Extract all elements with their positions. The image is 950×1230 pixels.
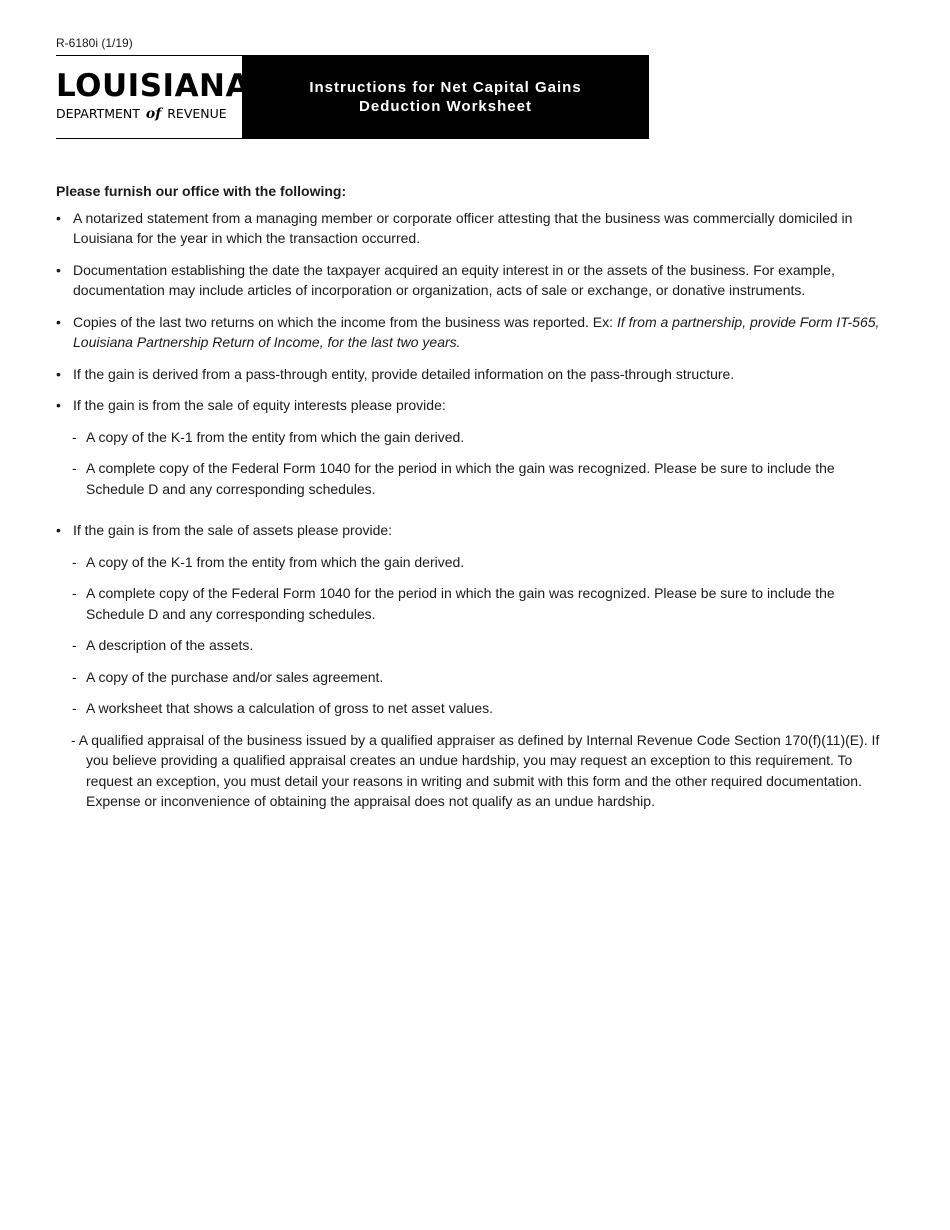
bullet-item-pass-through: • If the gain is derived from a pass-through entity, provide detailed information on the pass-through structure. <box>56 364 896 385</box>
bullet-item-sale-of-assets: • If the gain is from the sale of assets please provide: <box>56 520 896 541</box>
logo-sub-text <box>56 106 227 122</box>
louisiana-revenue-logo <box>56 55 250 139</box>
intro-heading: Please furnish our office with the following: <box>56 183 347 199</box>
asset-sub-item-appraisal <box>56 730 896 812</box>
title-line-2: Deduction Worksheet <box>359 98 532 115</box>
title-line-1: Instructions for Net Capital Gains <box>309 79 582 96</box>
appraisal-text: - A qualified appraisal of the business issued by a qualified appraiser as defined by Internal Revenue Code Section 170(f)(11)(E). If you believe providing a qualified appraisal creates an undue hardship, you may request an exception to this requirement. To request an exception, you must detail your reasons in writing and submit with this form and the other required documentation. Expense or inconvenience of obtaining the appraisal does not qualify as an undue hardship. <box>71 731 880 809</box>
title-block <box>242 55 649 139</box>
equity-sub-item-form-1040: - A complete copy of the Federal Form 1040 for the period in which the gain was recognized. Please be sure to include the Schedule D and any corresponding schedules. <box>56 458 896 499</box>
equity-sub-item-k1: - A copy of the K-1 from the entity from which the gain derived. <box>56 427 896 448</box>
asset-sub-item-worksheet: - A worksheet that shows a calculation of gross to net asset values. <box>56 698 896 719</box>
bullet-item-returns <box>56 312 896 353</box>
section-gap <box>56 510 896 520</box>
logo-sub-left: DEPARTMENT <box>56 106 140 121</box>
header <box>56 55 649 139</box>
asset-sub-item-form-1040: - A complete copy of the Federal Form 1040 for the period in which the gain was recognized. Please be sure to include the Schedule D and any corresponding schedules. <box>56 583 896 624</box>
bullet-item-notarized-statement: • A notarized statement from a managing member or corporate officer attesting that the business was commercially domiciled in Louisiana for the year in which the transaction occurred. <box>56 208 896 249</box>
instructions-body <box>56 181 896 823</box>
asset-sub-item-description: - A description of the assets. <box>56 635 896 656</box>
bullet-item-documentation: • Documentation establishing the date the taxpayer acquired an equity interest in or the assets of the business. For example, documentation may include articles of incorporation or organization, acts of sale or exchange, or donative instruments. <box>56 260 896 301</box>
logo-main-text: LOUISIANA <box>56 68 250 104</box>
logo-sub-of: of <box>145 106 162 122</box>
asset-sub-item-k1: - A copy of the K-1 from the entity from which the gain derived. <box>56 552 896 573</box>
asset-sub-item-agreement: - A copy of the purchase and/or sales agreement. <box>56 667 896 688</box>
returns-text: Copies of the last two returns on which the income from the business was reported. Ex: <box>73 313 617 330</box>
bullet-item-equity-interests: • If the gain is from the sale of equity interests please provide: <box>56 395 896 416</box>
returns-italic-text: If from a partnership, provide Form IT-565, Louisiana Partnership Return of Income, for the last two years. <box>73 313 880 350</box>
form-number: R-6180i (1/19) <box>56 36 133 50</box>
logo-sub-right: REVENUE <box>167 106 227 121</box>
